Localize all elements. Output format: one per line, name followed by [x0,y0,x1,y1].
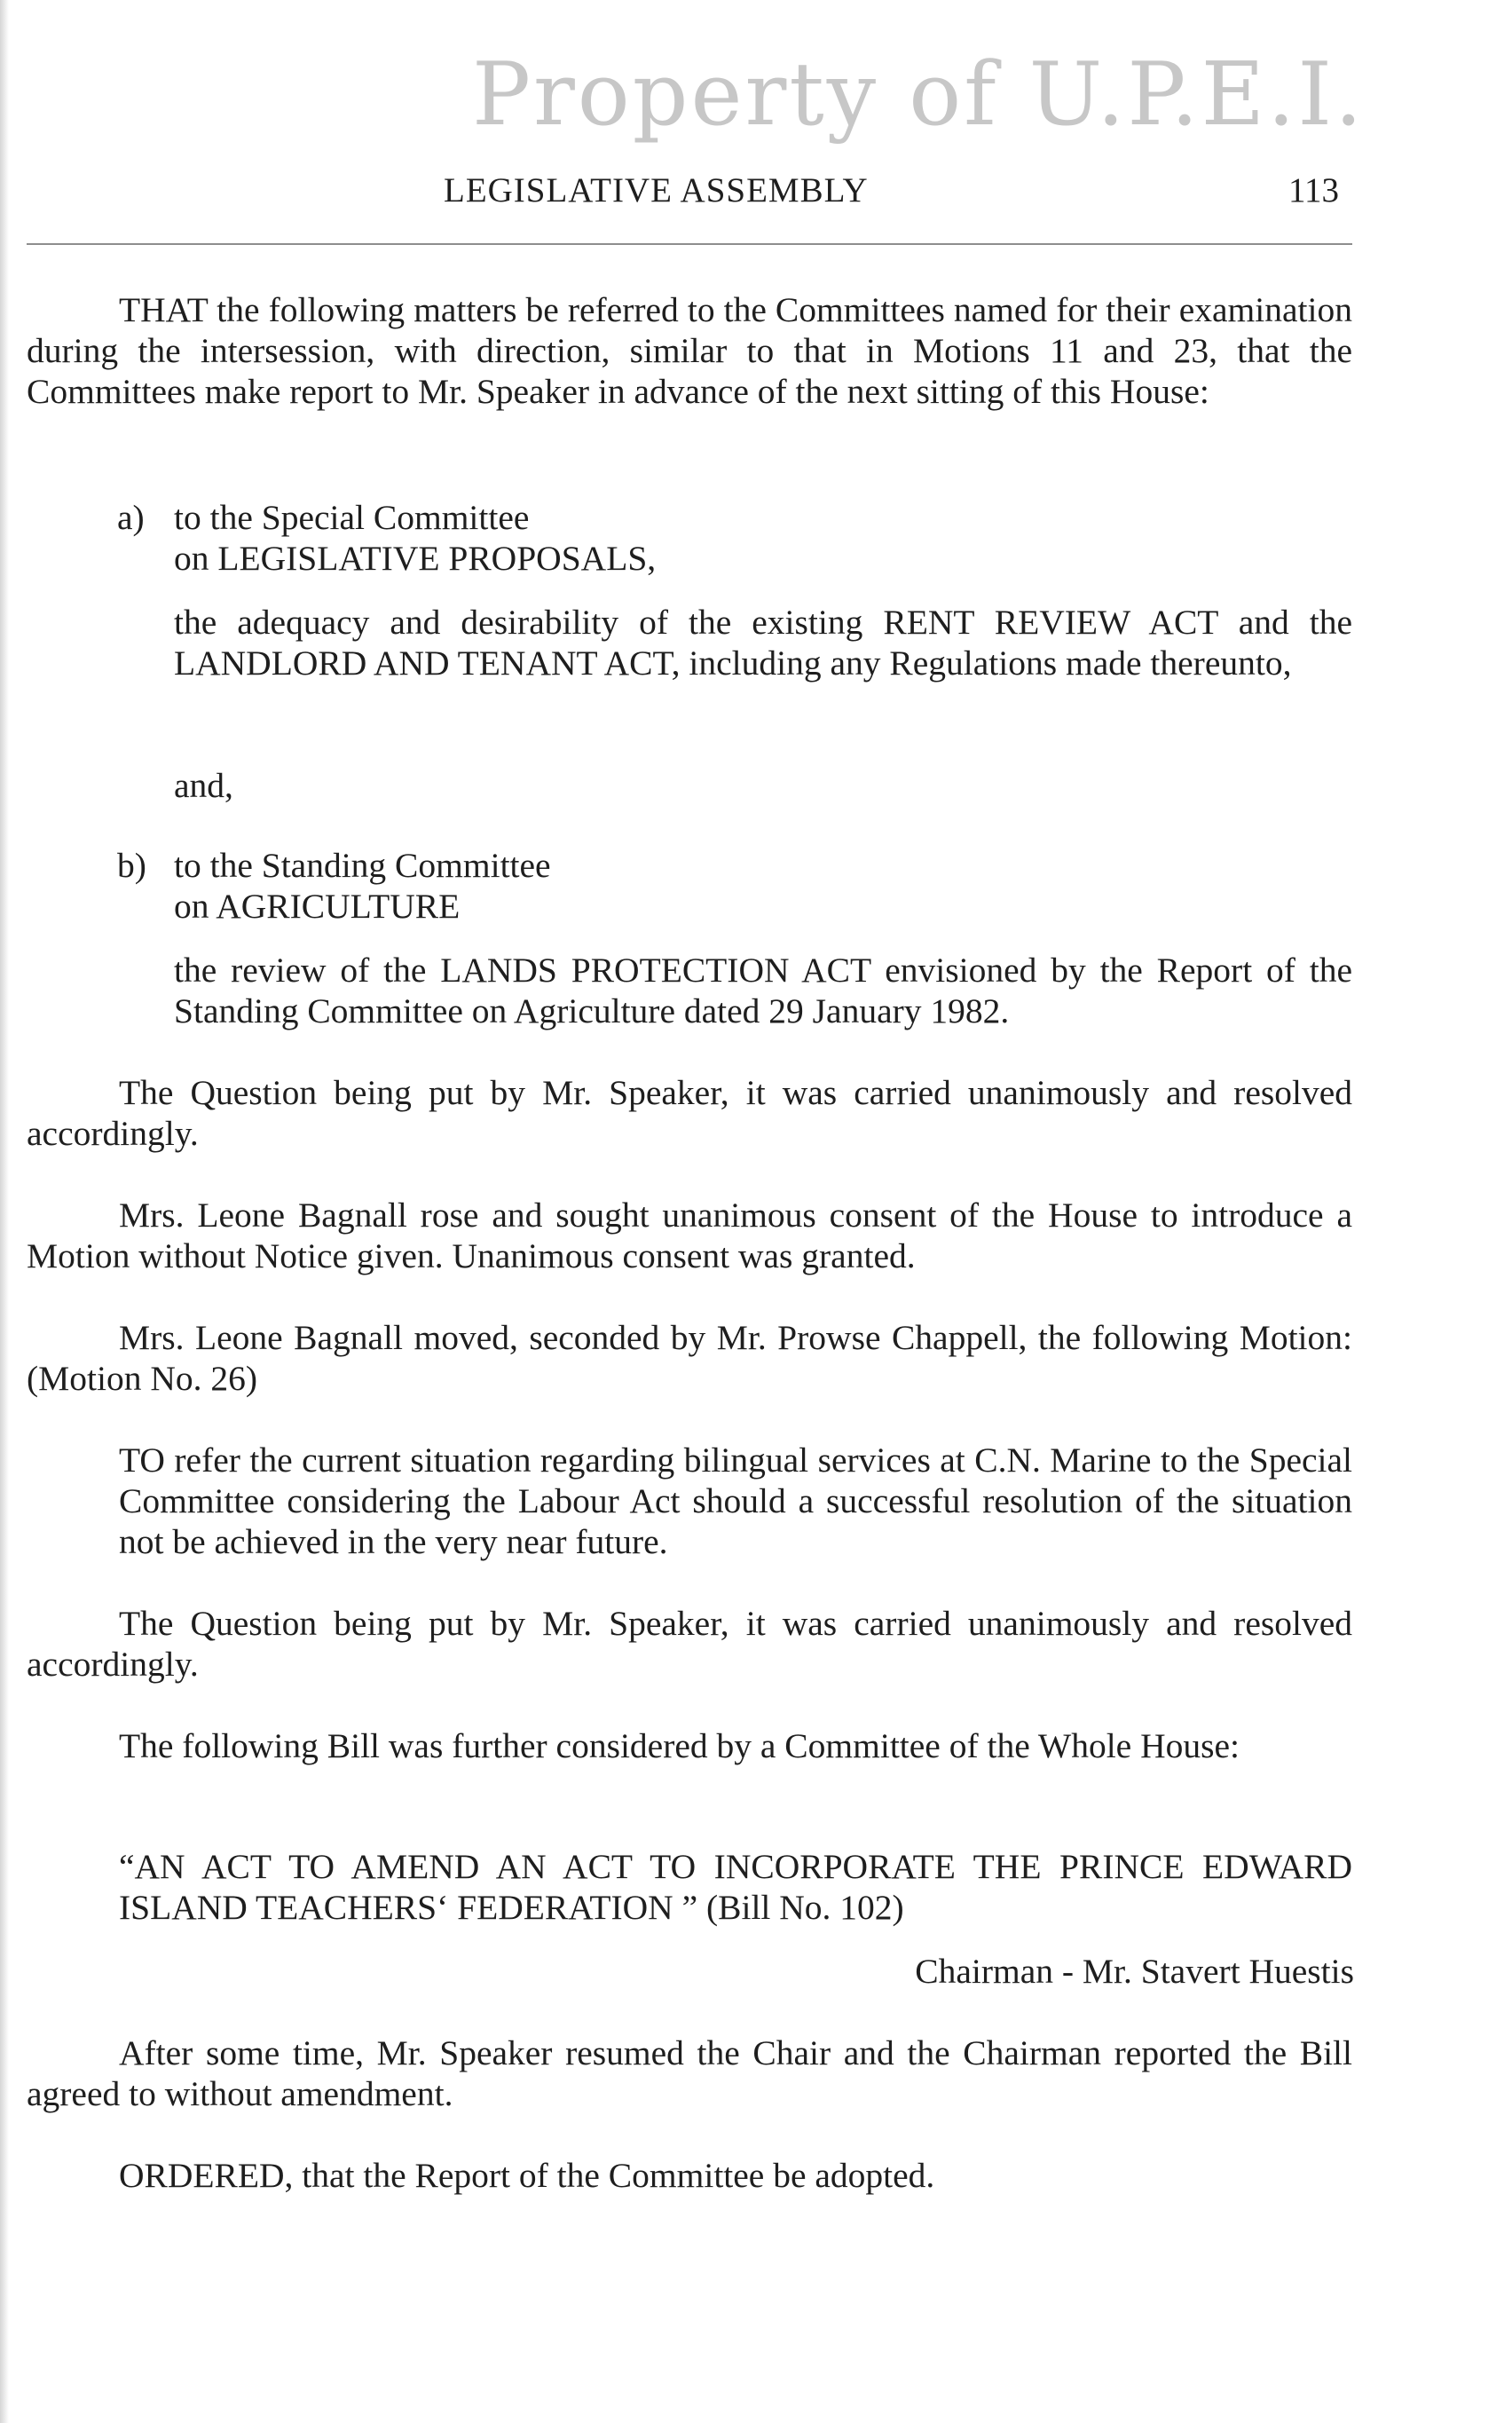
page-number: 113 [1288,171,1340,209]
bill-considered-paragraph: The following Bill was further considered by a Committee of the Whole House: [119,1726,1240,1765]
motion-26-text: TO refer the current situation regarding bilingual services at C.N. Marine to the Special Committee considering the Labour Act should a successful resolution of the situation not be achieved in the very near future. [119,1440,1352,1561]
bill-reported-paragraph: After some time, Mr. Speaker resumed the Chair and the Chairman reported the Bill agreed to without amendment. [27,2033,1352,2113]
item-a-conjunction: and, [174,766,233,805]
item-a-committee-line1: to the Special Committee [174,498,530,537]
header-rule [27,243,1352,245]
item-a-committee-line2: on LEGISLATIVE PROPOSALS, [174,539,657,578]
ownership-stamp: Property of U.P.E.I. [472,44,1366,146]
question-carried-paragraph-2: The Question being put by Mr. Speaker, it was carried unanimously and resolved accordingly. [27,1604,1352,1684]
motion-intro-paragraph: THAT the following matters be referred to the Committees named for their examination during the intersession, with direction, similar to that in Motions 11 and 23, that the Committees make report to Mr. Speaker in advance of the next sitting of this House: [27,290,1352,411]
bill-title: “AN ACT TO AMEND AN ACT TO INCORPORATE THE PRINCE EDWARD ISLAND TEACHERS‘ FEDERATION ” (Bill No. 102) [119,1847,1352,1927]
item-b-marker: b) [117,846,146,885]
committee-chairman: Chairman - Mr. Stavert Huestis [915,1952,1354,1991]
item-a-matter: the adequacy and desirability of the existing RENT REVIEW ACT and the LANDLORD AND TENANT ACT, including any Regulations made thereunto, [174,603,1352,683]
question-carried-paragraph-1: The Question being put by Mr. Speaker, it was carried unanimously and resolved accordingly. [27,1073,1352,1153]
item-b-committee-line2: on AGRICULTURE [174,887,461,926]
item-b-committee-line1: to the Standing Committee [174,846,551,885]
item-a-marker: a) [117,498,145,537]
running-header-title: LEGISLATIVE ASSEMBLY [444,171,869,209]
item-b-matter: the review of the LANDS PROTECTION ACT envisioned by the Report of the Standing Committee on Agriculture dated 29 January 1982. [174,951,1352,1030]
consent-request-paragraph: Mrs. Leone Bagnall rose and sought unanimous consent of the House to introduce a Motion without Notice given. Unanimous consent was granted. [27,1196,1352,1275]
ordered-paragraph: ORDERED, that the Report of the Committee be adopted. [119,2156,935,2195]
motion-moved-paragraph: Mrs. Leone Bagnall moved, seconded by Mr. Prowse Chappell, the following Motion: (Motion No. 26) [27,1318,1352,1398]
page-edge-shadow [0,0,9,2423]
